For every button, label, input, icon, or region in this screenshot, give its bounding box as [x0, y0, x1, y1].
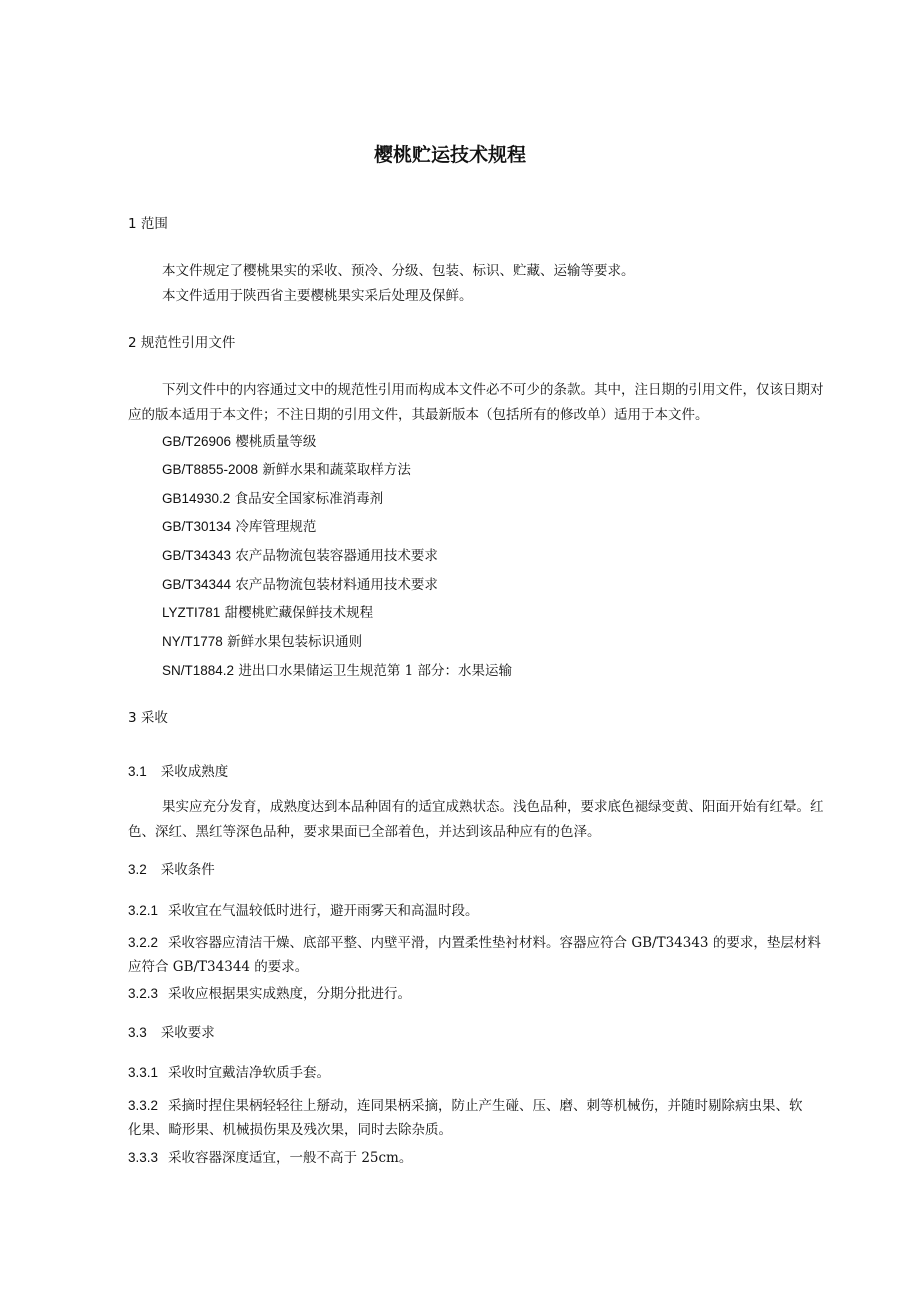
reference-title: 樱桃质量等级 — [235, 434, 317, 450]
clause-title: 采收要求 — [160, 1025, 215, 1041]
clause-3-3-3 — [128, 1151, 412, 1166]
reference-title: 农产品物流包装材料通用技术要求 — [235, 577, 438, 593]
reference-item — [162, 463, 411, 478]
reference-code: GB/T34344 — [162, 577, 232, 592]
clause-title: 采收条件 — [160, 862, 215, 878]
section-1-heading: 1 范围 — [128, 216, 168, 232]
clause-number: 3.3.2 — [128, 1098, 159, 1113]
clause-number: 3.2 — [128, 862, 147, 877]
reference-code: GB/T8855-2008 — [162, 462, 259, 477]
clause-3-2-2-line-1 — [128, 936, 821, 951]
reference-title: 新鲜水果和蔬菜取样方法 — [262, 462, 411, 478]
reference-code: LYZTI781 — [162, 605, 221, 620]
reference-code: SN/T1884.2 — [162, 663, 235, 678]
reference-item — [162, 606, 373, 621]
reference-title: 食品安全国家标准消毒剂 — [234, 491, 384, 507]
section-3-heading: 3 采收 — [128, 710, 168, 726]
section-2-intro-line-2: 应的版本适用于本文件；不注日期的引用文件，其最新版本（包括所有的修改单）适用于本文件。 — [128, 407, 709, 423]
section-2-intro-line-1: 下列文件中的内容通过文中的规范性引用而构成本文件必不可少的条款。其中，注日期的引用文件，仅该日期对 — [162, 382, 824, 398]
clause-title: 采收成熟度 — [160, 764, 229, 780]
subsection-3-1-line-2: 色、深红、黑红等深色品种，要求果面已全部着色，并达到该品种应有的色泽。 — [128, 824, 601, 840]
document-title: 樱桃贮运技术规程 — [373, 144, 526, 166]
reference-code: NY/T1778 — [162, 634, 223, 649]
clause-number: 3.3.3 — [128, 1150, 159, 1165]
clause-3-3-2-line-1 — [128, 1099, 803, 1114]
clause-number: 3.2.3 — [128, 986, 159, 1001]
clause-number: 3.2.1 — [128, 903, 159, 918]
reference-item — [162, 635, 362, 650]
clause-number: 3.2.2 — [128, 935, 159, 950]
reference-item — [162, 520, 316, 535]
clause-text: 采收宜在气温较低时进行，避开雨雾天和高温时段。 — [168, 903, 479, 919]
clause-3-2-1 — [128, 904, 479, 919]
subsection-3-1-heading — [128, 765, 228, 780]
reference-item — [162, 578, 438, 593]
clause-number: 3.1 — [128, 764, 147, 779]
subsection-3-1-line-1: 果实应充分发育，成熟度达到本品种固有的适宜成熟状态。浅色品种，要求底色褪绿变黄、阳面开始有红晕。红 — [162, 799, 824, 815]
section-1-paragraph-1: 本文件规定了樱桃果实的采收、预冷、分级、包装、标识、贮藏、运输等要求。 — [162, 263, 635, 279]
reference-title: 进出口水果储运卫生规范第 1 部分：水果运输 — [238, 663, 513, 679]
reference-code: GB/T34343 — [162, 548, 232, 563]
clause-number: 3.3 — [128, 1025, 147, 1040]
clause-text: 采摘时捏住果柄轻轻往上掰动，连同果柄采摘，防止产生碰、压、磨、刺等机械伤，并随时剔除病虫果、软 — [168, 1098, 803, 1114]
subsection-3-2-heading — [128, 863, 215, 878]
clause-text: 采收应根据果实成熟度，分期分批进行。 — [168, 986, 412, 1002]
clause-number: 3.3.1 — [128, 1065, 159, 1080]
clause-3-3-1 — [128, 1066, 330, 1081]
section-1-paragraph-2: 本文件适用于陕西省主要樱桃果实采后处理及保鲜。 — [162, 288, 473, 304]
reference-code: GB14930.2 — [162, 491, 231, 506]
clause-text: 采收容器深度适宜，一般不高于 25cm。 — [168, 1150, 413, 1166]
reference-title: 甜樱桃贮藏保鲜技术规程 — [224, 605, 374, 621]
reference-code: GB/T26906 — [162, 434, 232, 449]
reference-title: 新鲜水果包装标识通则 — [227, 634, 363, 650]
reference-item — [162, 435, 316, 450]
clause-3-3-2-line-2: 化果、畸形果、机械损伤果及残次果，同时去除杂质。 — [128, 1122, 452, 1138]
clause-text: 采收时宜戴洁净软质手套。 — [168, 1065, 331, 1081]
reference-code: GB/T30134 — [162, 519, 232, 534]
reference-title: 冷库管理规范 — [235, 519, 317, 535]
section-2-heading: 2 规范性引用文件 — [128, 335, 236, 351]
subsection-3-3-heading — [128, 1026, 215, 1041]
reference-item — [162, 549, 438, 564]
clause-3-2-2-line-2: 应符合 GB/T34344 的要求。 — [128, 959, 309, 975]
clause-3-2-3 — [128, 987, 411, 1002]
reference-title: 农产品物流包装容器通用技术要求 — [235, 548, 438, 564]
clause-text: 采收容器应清洁干燥、底部平整、内壁平滑，内置柔性垫衬材料。容器应符合 GB/T34343 的要求，垫层材料 — [168, 935, 821, 951]
reference-item — [162, 492, 383, 507]
reference-item — [162, 664, 512, 679]
